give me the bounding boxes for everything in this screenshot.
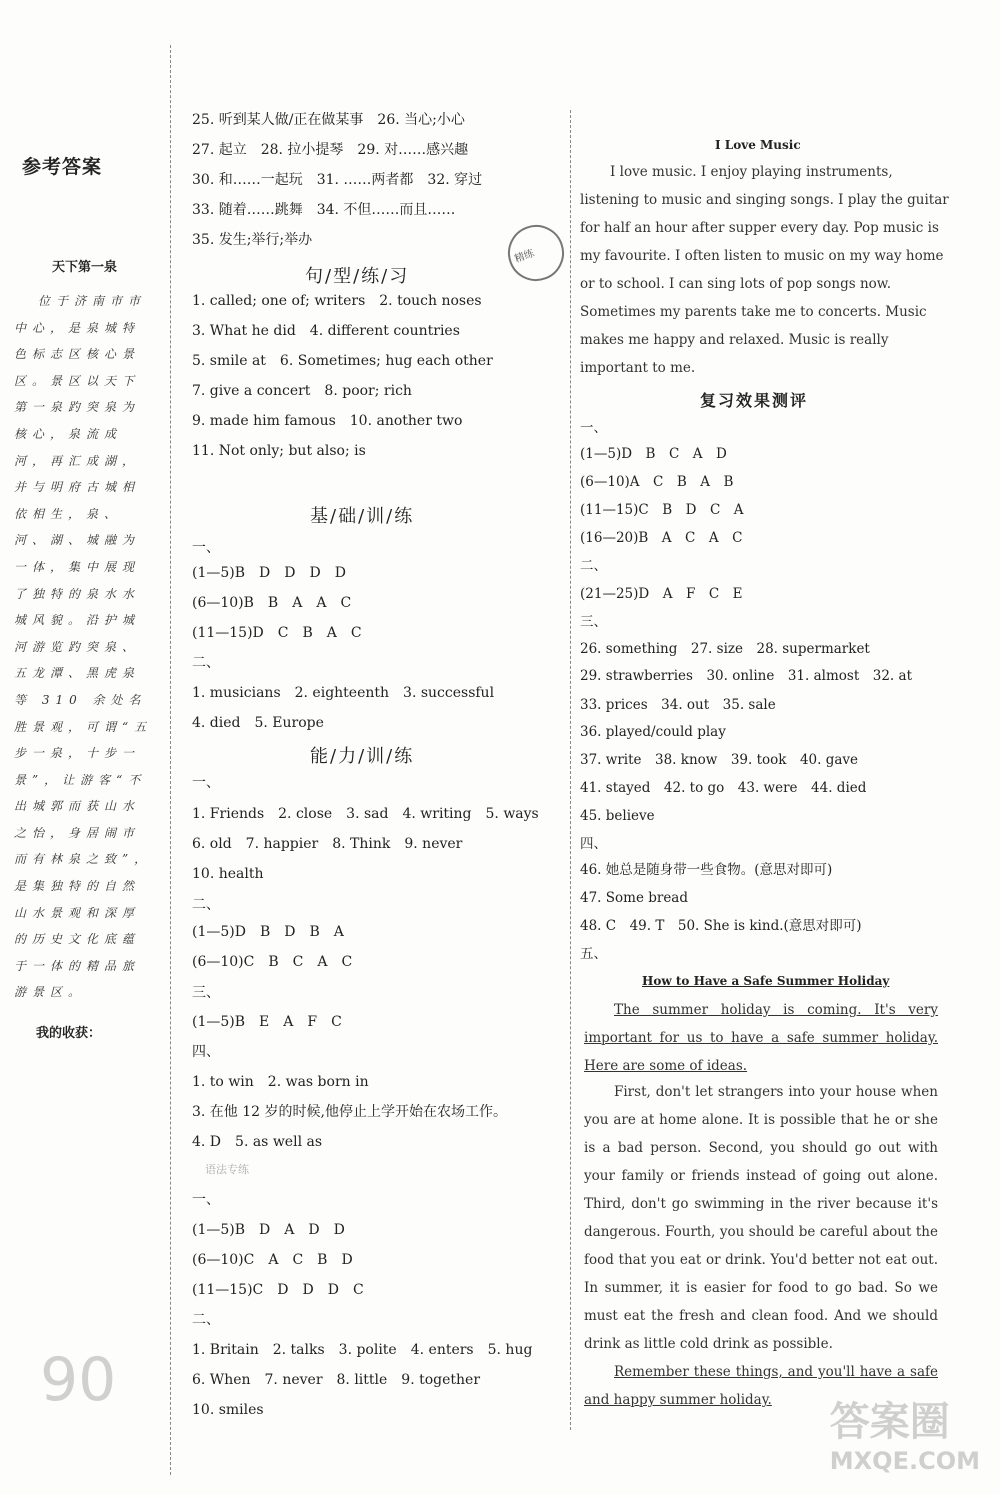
basic-answer: (1—5)B D D D D [192,565,346,581]
review-answer: 33. prices 34. out 35. sale [580,697,776,713]
ability-answer: (1—5)B E A F C [192,1014,342,1030]
ability-answer: 四、 [192,1044,220,1060]
sentence-answer: 9. made him famous 10. another two [192,413,463,429]
answer-key-title: 参考答案 [22,156,103,178]
basic-answer: 1. musicians 2. eighteenth 3. successful [192,685,495,701]
review-answer: 二、 [580,558,607,574]
page-number: 90 [40,1345,117,1415]
middle-divider [570,110,571,1430]
review-answer: 46. 她总是随身带一些食物。(意思对即可) [580,862,833,878]
vocab-answer: 33. 随着……跳舞 34. 不但……而且…… [192,202,456,218]
ability-answer: 1. Friends 2. close 3. sad 4. writing 5. ways [192,806,539,822]
review-answer: 41. stayed 42. to go 43. were 44. died [580,780,867,796]
ability-answer: 10. health [192,866,264,882]
grammar-answer: (6—10)C A C B D [192,1252,353,1268]
review-answer: (6—10)A C B A B [580,474,734,490]
ability-answer: 三、 [192,985,220,1001]
grammar-answer: 6. When 7. never 8. little 9. together [192,1372,481,1388]
grammar-label: 语法专练 [205,1163,249,1176]
review-answer: (1—5)D B C A D [580,446,727,462]
ability-answer: 6. old 7. happier 8. Think 9. never [192,836,463,852]
review-answer: 29. strawberries 30. online 31. almost 32. at [580,668,912,684]
sentence-answer: 5. smile at 6. Sometimes; hug each other [192,353,493,369]
grammar-answer: (11—15)C D D D C [192,1282,364,1298]
basic-answer: 二、 [192,655,220,671]
sentence-answer: 7. give a concert 8. poor; rich [192,383,412,399]
essay-line: I love music. I enjoy playing instruments, [610,164,893,180]
basic-answer: 一、 [192,540,220,556]
sidebar-text: 位于济南市市中心，是泉城特色标志区核心景区。景区以天下第一泉趵突泉为核心，泉流成河，再汇成湖，并与明府古城相依相生，泉、河、湖、城融为一体，集中展现了独特的泉水水城风貌。沿护城河游览趵突泉、五龙潭、黑虎泉等 310 余处名胜景观，可谓“五步一泉，十步一景”，让游客“不出城郭而获山水之怡，身居闹市而有林泉之致”，是集独特的自然山水景观和深厚的历史文化底蕴于一体的精品旅游景区。 [14,294,153,1000]
safety-intro-paragraph [584,996,938,1080]
review-answer: 三、 [580,614,607,630]
ability-answer: (6—10)C B C A C [192,954,353,970]
sidebar-subtitle: 天下第一泉 [52,260,118,275]
essay-line: makes me happy and relaxed. Music is really [580,332,889,348]
stamp-icon: 精练 [500,217,572,289]
vocab-answer: 35. 发生;举行;举办 [192,232,313,248]
essay-line: or to school. I can sing lots of pop songs now. [580,276,892,292]
review-answer: 45. believe [580,808,655,824]
safety-body: First, don't let strangers into your house when you are at home alone. It is possible that he or she is a bad person. Second, you should go out with your family or friends instead of going out alone. Third, don't go swimming in the river because it's dangerous. Fourth, you should be careful about the food that you eat or drink. You'd better not eat out. In summer, it is easier for food to go bad. So we must eat the fresh and clean food. And we should drink as little cold drink as possible. [584,1084,938,1352]
sentence-answer: 11. Not only; but also; is [192,443,366,459]
review-answer: (21—25)D A F C E [580,586,743,602]
review-answer: 26. something 27. size 28. supermarket [580,641,870,657]
section-heading: 基/础/训/练 [310,506,415,527]
review-answer: 48. C 49. T 50. She is kind.(意思对即可) [580,918,862,934]
review-answer: (16—20)B A C A C [580,530,743,546]
review-answer: 一、 [580,420,607,436]
essay-line: my favourite. I often listen to music on my way home [580,248,944,264]
essay-line: Sometimes my parents take me to concerts. Music [580,304,927,320]
ability-answer: 1. to win 2. was born in [192,1074,369,1090]
ability-answer: 二、 [192,897,220,913]
ability-answer: 3. 在他 12 岁的时候,他停止上学开始在农场工作。 [192,1104,507,1120]
review-answer: 37. write 38. know 39. took 40. gave [580,752,859,768]
grammar-answer: (1—5)B D A D D [192,1222,345,1238]
safety-title: How to Have a Safe Summer Holiday [642,974,890,988]
vocab-answer: 27. 起立 28. 拉小提琴 29. 对……感兴趣 [192,142,469,158]
grammar-answer: 1. Britain 2. talks 3. polite 4. enters 5. hug [192,1342,533,1358]
safety-end: Remember these things, and you'll have a safe and happy summer holiday. [584,1364,938,1408]
grammar-answer: 一、 [192,1192,220,1208]
vocab-answer: 30. 和……一起玩 31. ……两者都 32. 穿过 [192,172,483,188]
essay-title: I Love Music [715,138,801,152]
review-answer: 四、 [580,836,607,852]
grammar-answer: 10. smiles [192,1402,264,1418]
left-divider [170,45,171,1475]
review-title: 复习效果测评 [700,391,809,410]
safety-intro: The summer holiday is coming. It's very important for us to have a safe summer holiday. Here are some of ideas. [584,1002,938,1074]
review-answer: 五、 [580,946,607,962]
sentence-answer: 3. What he did 4. different countries [192,323,460,339]
essay-line: listening to music and singing songs. I play the guitar [580,192,949,208]
section-heading: 句/型/练/习 [305,266,410,287]
review-answer: (11—15)C B D C A [580,502,744,518]
sentence-answer: 1. called; one of; writers 2. touch noses [192,293,482,309]
watermark: 答案圈 MXQE.COM [829,1399,980,1475]
essay-line: for half an hour after supper every day. Pop music is [580,220,939,236]
ability-answer: (1—5)D B D B A [192,924,344,940]
harvest-label: 我的收获： [36,1026,102,1041]
ability-answer: 4. D 5. as well as [192,1134,323,1150]
essay-line: important to me. [580,360,696,376]
vocab-answer: 25. 听到某人做/正在做某事 26. 当心;小心 [192,112,465,128]
ability-answer: 一、 [192,775,220,791]
basic-answer: (6—10)B B A A C [192,595,352,611]
section-heading: 能/力/训/练 [310,746,415,767]
review-answer: 36. played/could play [580,724,726,740]
basic-answer: 4. died 5. Europe [192,715,324,731]
basic-answer: (11—15)D C B A C [192,625,362,641]
grammar-answer: 二、 [192,1312,220,1328]
review-answer: 47. Some bread [580,890,688,906]
